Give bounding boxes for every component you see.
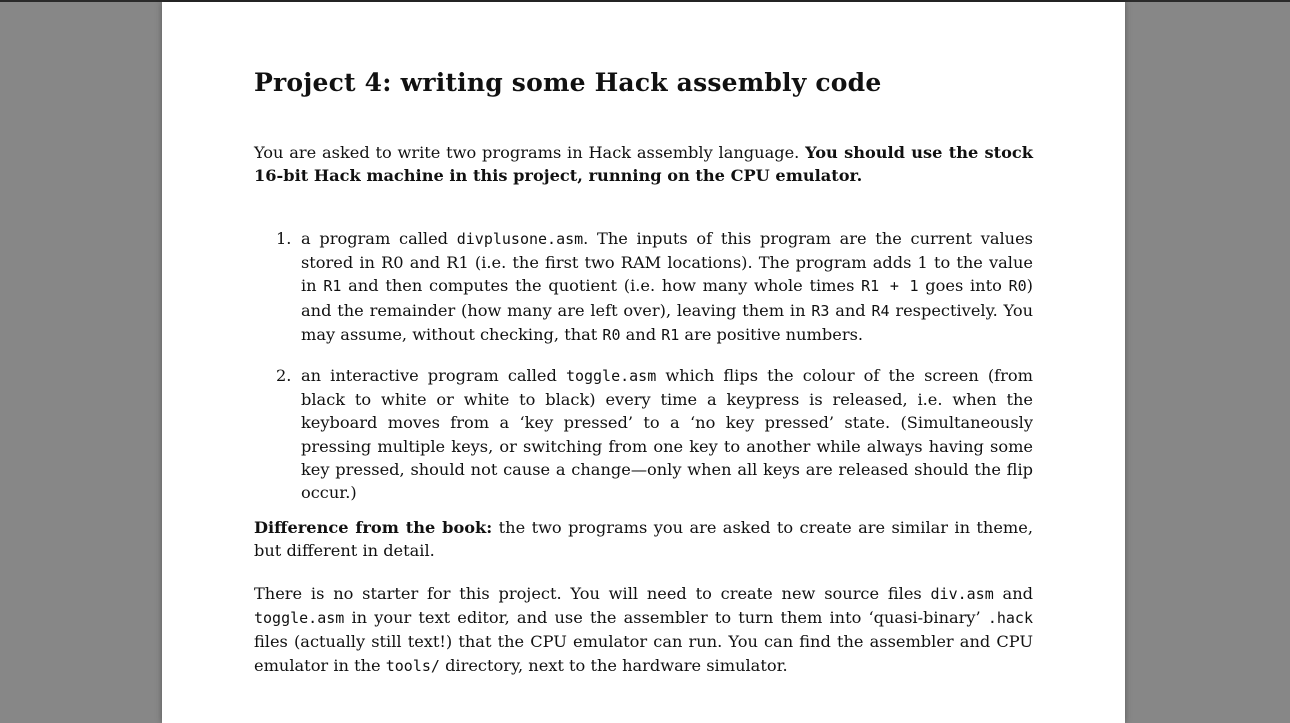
task-text: . The inputs of this program are the current values stored in R0 and R1 (i.e. the first two RAM locations). The program adds 1 to the value in: [301, 229, 1033, 296]
list-item-number: 2.: [276, 366, 292, 386]
directory-code: tools/: [385, 656, 440, 675]
intro-text: You are asked to write two programs in Hack assembly language.: [254, 143, 806, 162]
task-text: and: [620, 324, 662, 344]
register-code: R1: [323, 277, 342, 296]
task-text: an interactive program called: [301, 366, 566, 386]
task-text: are positive numbers.: [679, 324, 864, 344]
register-code: R1: [661, 325, 680, 344]
task-text: a program called: [301, 229, 457, 248]
task-list: [254, 227, 1033, 504]
task-text: ) and the remainder (how many are left over), leaving them in: [301, 276, 1033, 320]
filename-code: toggle.asm: [254, 609, 345, 628]
document-page[interactable]: [162, 2, 1125, 723]
list-item: [254, 227, 1033, 347]
starter-text: in your text editor, and use the assembler to turn them into ‘quasi-binary’: [344, 608, 988, 628]
intro-bold-text: You should use the stock 16-bit Hack machine in this project, running on the CPU emulator.: [254, 143, 1033, 186]
list-item: [254, 364, 1033, 504]
starter-text: directory, next to the hardware simulator.: [439, 655, 788, 675]
filename-code: div.asm: [930, 585, 994, 603]
difference-paragraph: [254, 516, 1033, 562]
difference-heading: Difference from the book:: [254, 518, 493, 537]
starter-text: files (actually still text!) that the CPU emulator can run. You can find the assembler and CPU emulator in the: [254, 632, 1033, 675]
starter-text: There is no starter for this project. You will need to create new source files: [254, 584, 931, 603]
expression-code: R1 + 1: [861, 277, 919, 296]
difference-text: the two programs you are asked to create are similar in theme, but different in detail.: [254, 518, 1034, 561]
filename-code: divplusone.asm: [456, 230, 584, 248]
task-text: and then computes the quotient (i.e. how many whole times: [341, 276, 862, 296]
task-text: which flips the colour of the screen (from black to white or white to black) every time a keypress is released, i.e. when the keyboard moves from a ‘key pressed’ to a ‘no key pressed’ state. (Simultaneously pressing multiple keys, or switching from one key to another while always having some key pressed, should not cause a change—only when all keys are released should the flip occur.): [301, 366, 1034, 503]
register-code: R4: [871, 301, 890, 320]
page-title: Project 4: writing some Hack assembly code: [254, 68, 882, 97]
intro-paragraph: [254, 141, 1033, 187]
filename-code: toggle.asm: [565, 367, 657, 386]
list-item-number: 1.: [276, 229, 292, 248]
register-code: R0: [602, 325, 621, 344]
task-text: goes into: [918, 276, 1009, 296]
task-text: respectively. You may assume, without checking, that: [301, 300, 1033, 344]
task-text: and: [829, 300, 872, 320]
register-code: R3: [811, 301, 830, 320]
starter-text: and: [993, 584, 1033, 603]
register-code: R0: [1008, 277, 1027, 296]
extension-code: .hack: [987, 609, 1033, 628]
starter-paragraph: [254, 582, 1033, 678]
